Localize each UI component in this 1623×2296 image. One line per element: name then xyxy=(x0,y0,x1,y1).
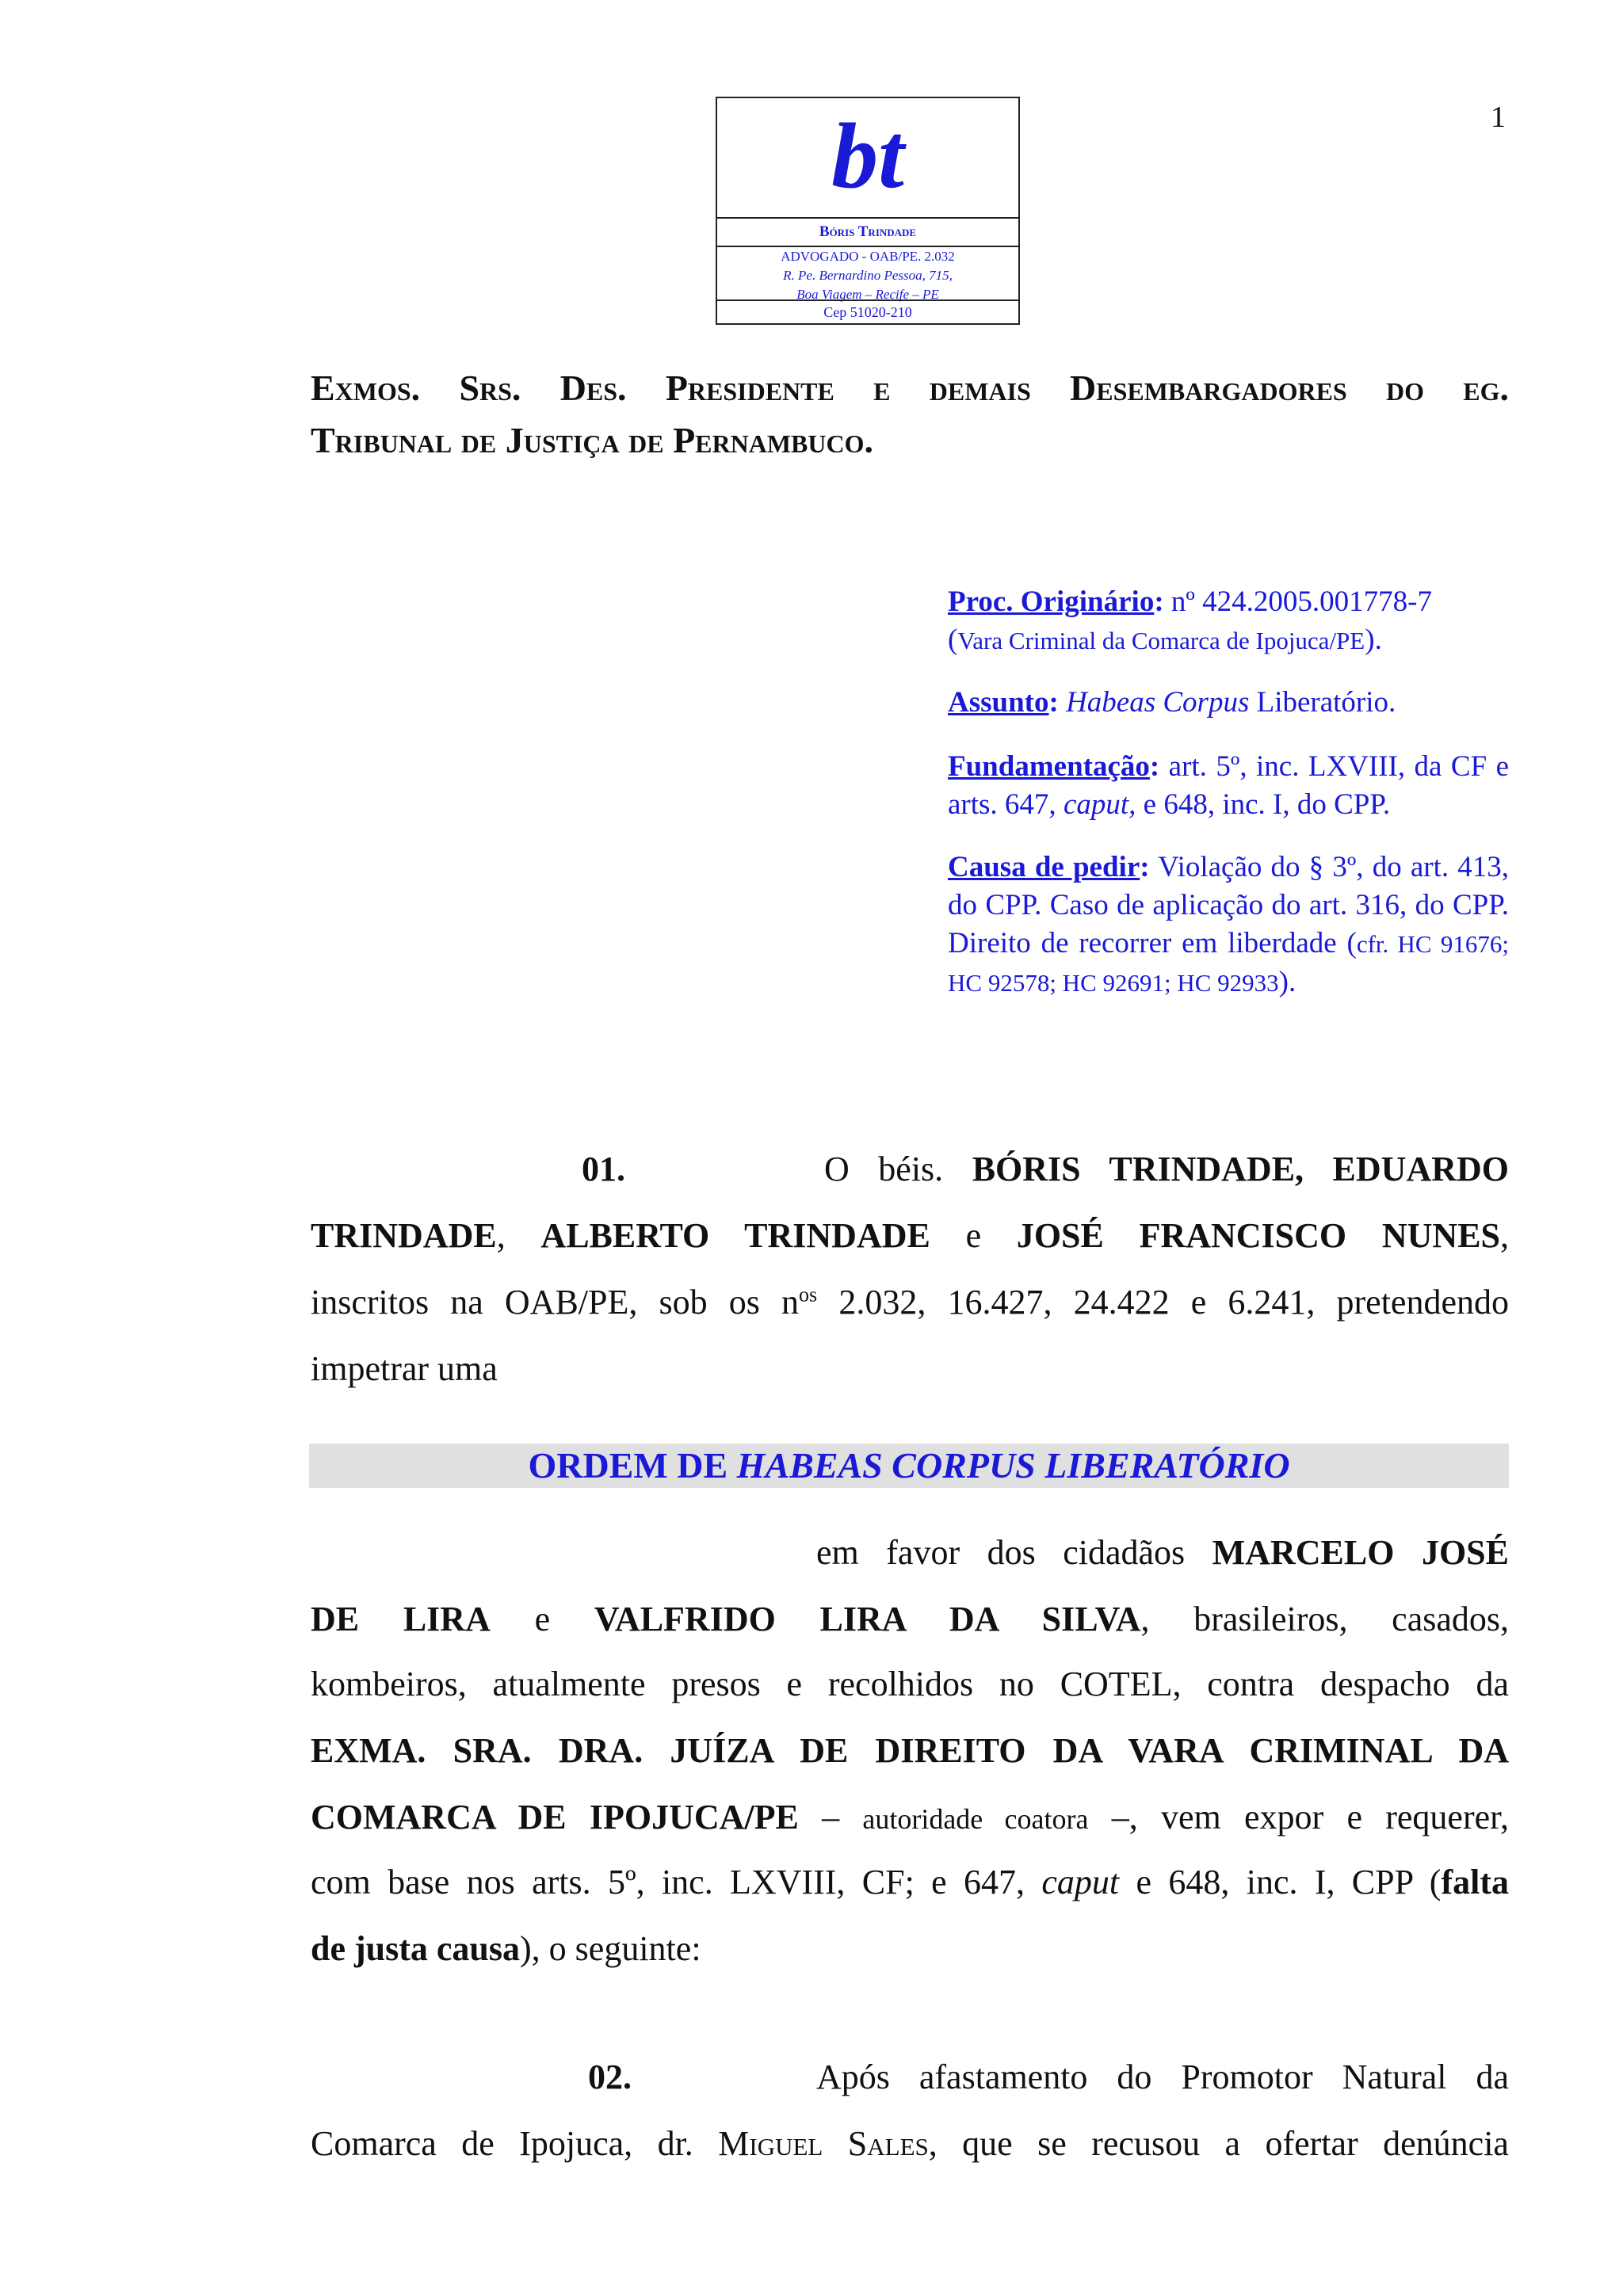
fund-value1: art. 5º, inc. LXVIII, da CF e arts. 647, xyxy=(948,750,1509,821)
order-title xyxy=(309,1444,1509,1488)
letterhead-info xyxy=(717,247,1018,304)
addressee-line2: Tribunal de Justiça de Pernambuco. xyxy=(311,420,874,460)
meta-proc: Proc. Originário: nº 424.2005.001778-7 (Vara Criminal da Comarca de Ipojuca/PE). xyxy=(948,585,1432,656)
meta-causa: Causa de pedir: Violação do § 3º, do art. 413, do CPP. Caso de aplicação do art. 316, do CPP. Direito de recorrer em liberdade (cfr. HC 91676; HC 92578; HC 92691; HC 92933). xyxy=(948,851,1509,998)
p01-l2-e: e xyxy=(965,1216,982,1255)
letterhead-name: Bóris Trindade xyxy=(717,217,1018,247)
p01-line4: impetrar uma xyxy=(311,1349,498,1388)
p01-l2-bold2: ALBERTO TRINDADE xyxy=(540,1216,930,1255)
p01b-l5-bold: COMARCA DE IPOJUCA/PE xyxy=(311,1798,799,1836)
p01b-l2-bold1: DE LIRA xyxy=(311,1600,491,1638)
causa-value: Violação do § 3º, do art. 413, do CPP. Caso de aplicação do art. 316, do CPP. Direito de recorrer em liberdade xyxy=(948,851,1509,959)
p01b-line1 xyxy=(816,1532,1509,1573)
p01-line3 xyxy=(311,1282,1509,1322)
proc-detail: Vara Criminal da Comarca de Ipojuca/PE xyxy=(957,627,1365,654)
letterhead xyxy=(716,97,1020,325)
letterhead-line3: Boa Viagem – Recife – PE xyxy=(796,287,939,302)
p01b-line3: kombeiros, atualmente presos e recolhidos no COTEL, contra despacho da xyxy=(311,1665,1509,1703)
p02-l2-b: , que se recusou a ofertar denúncia xyxy=(928,2124,1509,2163)
fund-value2: e 648, inc. I, do CPP. xyxy=(1143,788,1391,821)
p01b-l7-bold: de justa causa xyxy=(311,1929,521,1968)
p01b-l7-rest: ), o seguinte: xyxy=(520,1929,701,1968)
p02-l2-name: Miguel Sales xyxy=(718,2124,929,2163)
p01-l2-bold1: TRINDADE xyxy=(311,1216,497,1255)
bt-logo: bt xyxy=(831,104,904,208)
p01b-l6-italic: caput xyxy=(1041,1863,1120,1901)
assunto-italic: Habeas Corpus xyxy=(1066,686,1250,719)
letterhead-line1: ADVOGADO - OAB/PE. 2.032 xyxy=(781,249,955,264)
fund-italic: caput, xyxy=(1063,788,1136,821)
p01-l2-bold3: JOSÉ FRANCISCO NUNES xyxy=(1016,1216,1501,1255)
order-title-prefix: ORDEM DE xyxy=(528,1445,728,1486)
p01b-line6 xyxy=(311,1862,1509,1902)
p01b-l1-bold: MARCELO JOSÉ xyxy=(1212,1533,1509,1572)
para-02-number: 02. xyxy=(588,2058,632,2096)
p01b-line5: COMARCA DE IPOJUCA/PE – autoridade coatora –, vem expor e requerer, xyxy=(311,1798,1510,1836)
addressee-line1: Exmos. Srs. Des. Presidente e demais Desembargadores do eg. xyxy=(311,368,1509,408)
causa-refs: cfr. HC 91676; HC 92578; HC 92691; HC 92933 xyxy=(948,930,1509,997)
order-title-italic: HABEAS CORPUS LIBERATÓRIO xyxy=(736,1445,1290,1486)
p01b-l6-a: com base nos arts. 5º, inc. LXVIII, CF; e 647, xyxy=(311,1863,1025,1901)
p01-line2: TRINDADE, ALBERTO TRINDADE e JOSÉ FRANCISCO NUNES, xyxy=(311,1216,1510,1255)
page-number: 1 xyxy=(1491,101,1506,134)
causa-label: Causa de pedir xyxy=(948,851,1140,883)
meta-assunto: Assunto: Habeas Corpus Liberatório. xyxy=(948,686,1396,719)
p01-l3-rest: 2.032, 16.427, 24.422 e 6.241, pretendendo xyxy=(838,1283,1509,1322)
letterhead-cep: Cep 51020-210 xyxy=(717,299,1018,323)
p01-line1 xyxy=(824,1149,1509,1189)
p01b-line7 xyxy=(311,1928,701,1969)
p02-line2 xyxy=(311,2123,1509,2164)
p02-line1: Após afastamento do Promotor Natural da xyxy=(816,2058,1509,2096)
p01b-l6-b: e 648, inc. I, CPP ( xyxy=(1136,1863,1442,1901)
p01-l3-sup: os xyxy=(799,1283,818,1306)
fund-label: Fundamentação xyxy=(948,750,1150,783)
p01b-l2-bold2: VALFRIDO LIRA DA SILVA xyxy=(594,1600,1141,1638)
para-01-number: 01. xyxy=(582,1150,625,1188)
letterhead-line2: R. Pe. Bernardino Pessoa, 715, xyxy=(783,268,953,283)
p01b-l5-small: autoridade coatora xyxy=(862,1803,1089,1835)
p01-l1-text: O béis. xyxy=(824,1150,944,1188)
assunto-rest: Liberatório. xyxy=(1256,686,1396,719)
p01-l3: inscritos na OAB/PE, sob os n xyxy=(311,1283,800,1322)
p01b-line2: DE LIRA e VALFRIDO LIRA DA SILVA, brasileiros, casados, xyxy=(311,1600,1510,1638)
p01b-l2-e: e xyxy=(534,1600,551,1638)
p01b-l6-bold: falta xyxy=(1441,1863,1509,1901)
p01b-l2-rest: brasileiros, casados, xyxy=(1193,1600,1510,1638)
p01b-l5-rest: vem expor e requerer, xyxy=(1161,1798,1510,1836)
proc-label: Proc. Originário xyxy=(948,585,1155,618)
meta-fundamentacao: Fundamentação: art. 5º, inc. LXVIII, da CF e arts. 647, caput, e 648, inc. I, do CPP. xyxy=(948,750,1509,821)
p01b-line4: EXMA. SRA. DRA. JUÍZA DE DIREITO DA VARA CRIMINAL DA xyxy=(311,1731,1509,1770)
assunto-label: Assunto xyxy=(948,686,1049,719)
p01-l1-bold: BÓRIS TRINDADE, EDUARDO xyxy=(972,1150,1510,1188)
p01b-l1-text: em favor dos cidadãos xyxy=(816,1533,1186,1572)
p02-l2-a: Comarca de Ipojuca, dr. xyxy=(311,2124,693,2163)
proc-value: nº 424.2005.001778-7 xyxy=(1170,585,1432,618)
